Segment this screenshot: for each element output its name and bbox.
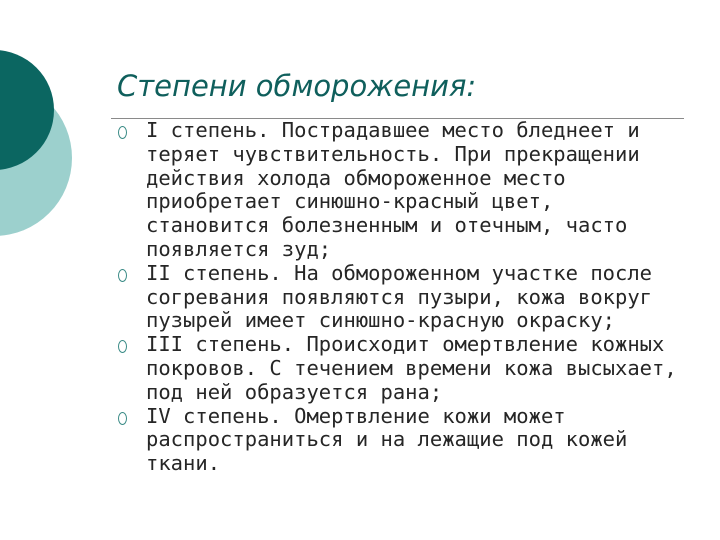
slide-title: Степени обморожения: (117, 69, 477, 103)
bullet-item-degree-2 (117, 262, 687, 333)
hollow-oval-bullet-icon (118, 412, 127, 425)
hollow-oval-bullet-icon (118, 126, 127, 139)
bullet-item-degree-4 (117, 405, 687, 476)
bullet-item-degree-3 (117, 333, 687, 404)
bullet-item-degree-1 (117, 119, 687, 262)
bullet-text-degree-1: I степень. Пострадавшее место бледнеет и теряет чувствительность. При прекращении действия холода обмороженное место приобретает синюшно-красный цвет, становится болезненным и отечным, часто появляется зуд; (146, 118, 640, 261)
bullet-text-degree-2: II степень. На обмороженном участке после согревания появляются пузыри, кожа вокруг пузырей имеет синюшно-красную окраску; (146, 260, 653, 333)
hollow-oval-bullet-icon (118, 269, 127, 282)
bullet-list (117, 119, 687, 476)
bullet-text-degree-4: IV степень. Омертвление кожи может распространиться и на лежащие под кожей ткани. (146, 403, 628, 476)
bullet-text-degree-3: III степень. Происходит омертвление кожных покровов. С течением времени кожа высыхает, под ней образуется рана; (146, 332, 677, 404)
hollow-oval-bullet-icon (118, 340, 127, 353)
